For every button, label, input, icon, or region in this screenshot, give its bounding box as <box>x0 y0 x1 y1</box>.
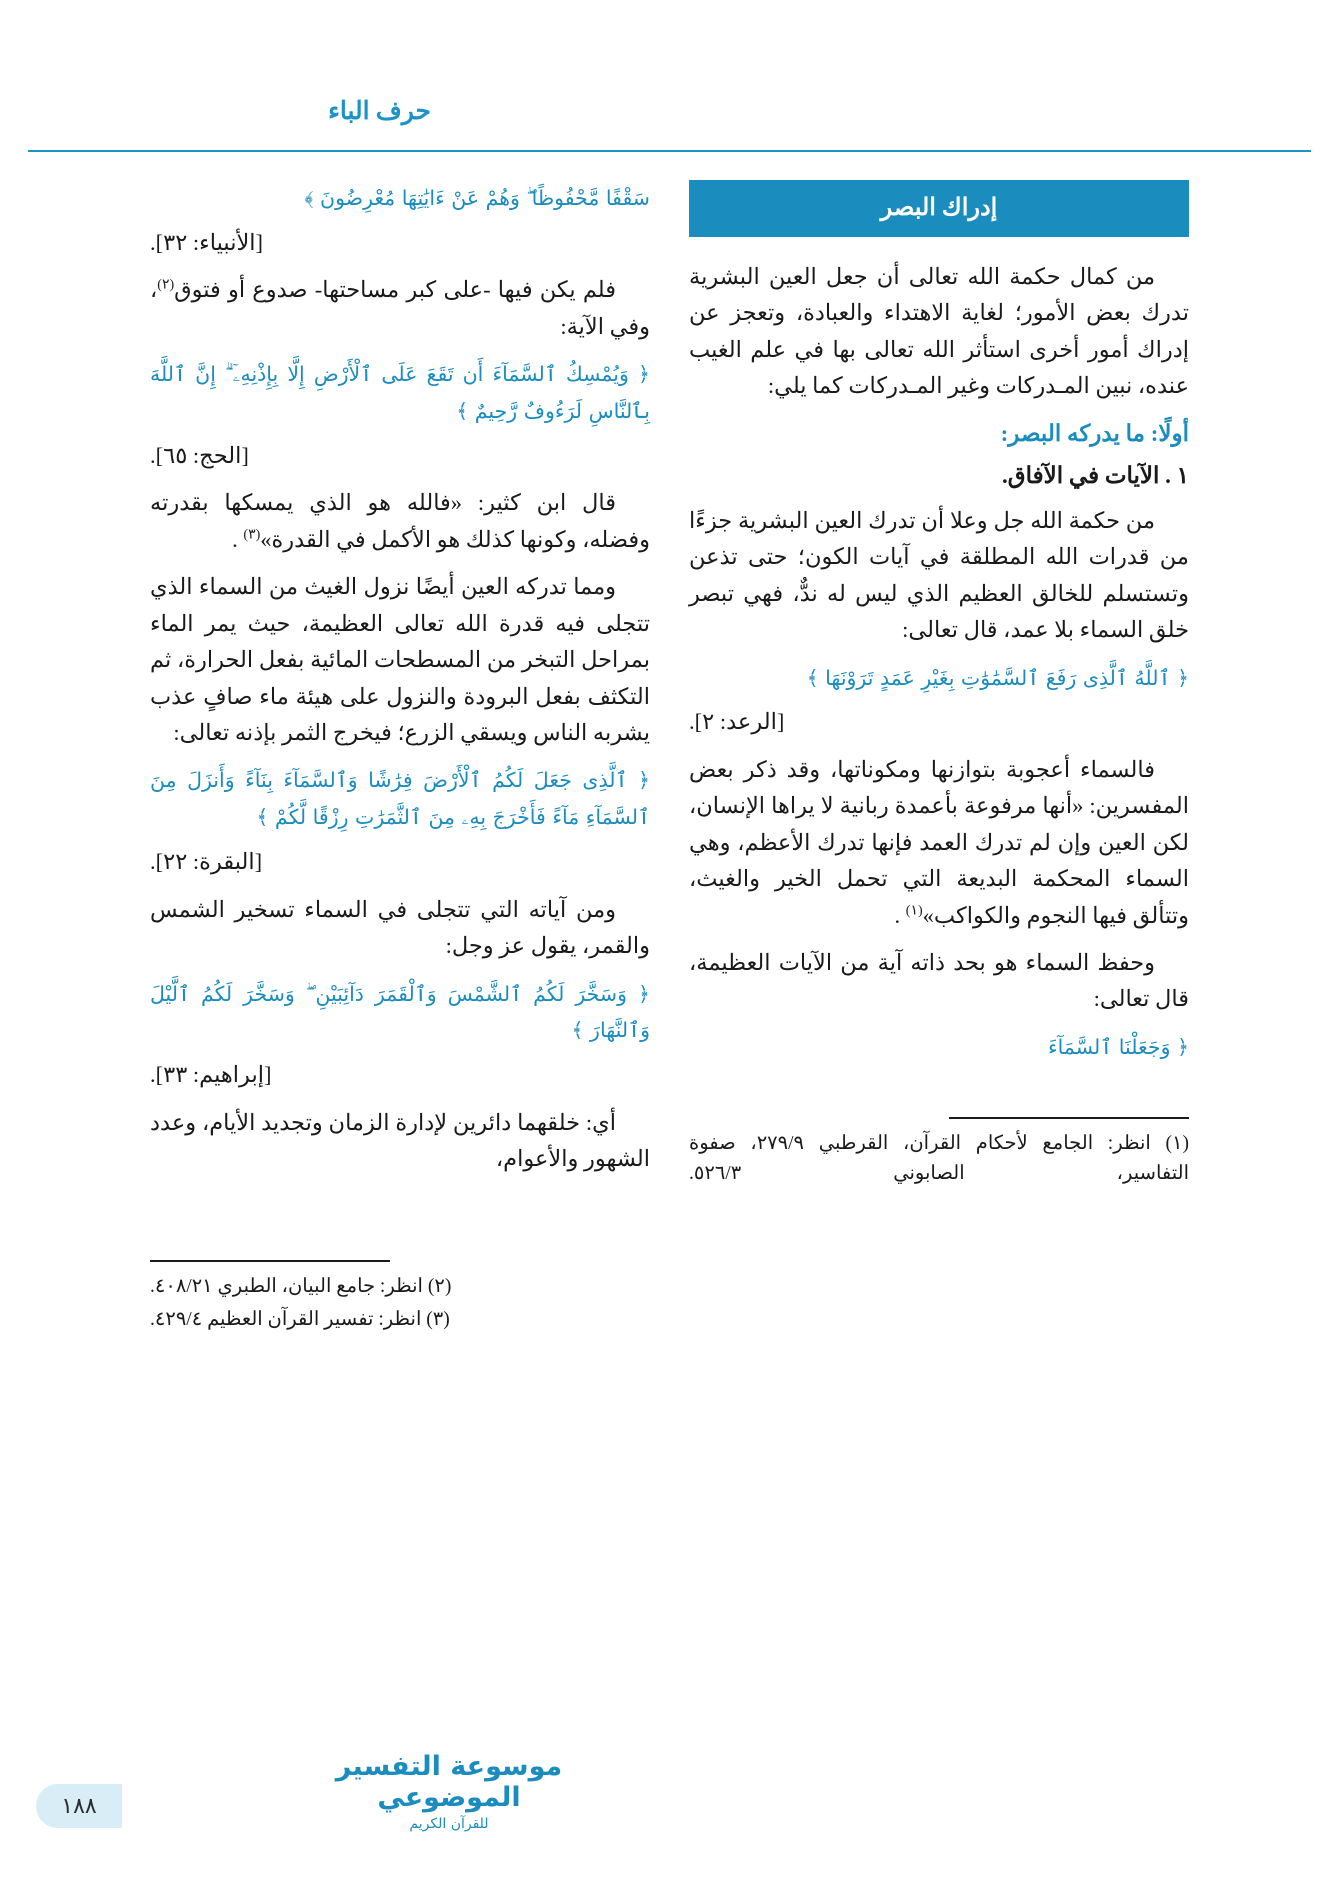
column-right <box>689 180 1189 1184</box>
footnote-left-1: (٢) انظر: جامع البيان، الطبري ٤٠٨/٢١. <box>150 1276 452 1298</box>
header-divider <box>28 150 1311 152</box>
paragraph-ibn-kathir <box>150 485 650 558</box>
paragraph-rain-cycle: ومما تدركه العين أيضًا نزول الغيث من السماء الذي تتجلى فيه قدرة الله تعالى العظيمة، حيث يمر الماء بمراحل التبخر من المسطحات المائية بفعل الحرارة، ثم التكثف بفعل البرودة والنزول على هيئة ماء صافٍ عذب يشربه الناس ويسقي الزرع؛ فيخرج الثمر بإذنه تعالى: <box>150 574 650 746</box>
quran-verse-sky: ﴿ وَجَعَلْنَا ٱلسَّمَآءَ <box>1047 1034 1189 1059</box>
publisher-logo-main: موسوعة التفسير الموضوعي <box>335 1751 563 1813</box>
paragraph-ibn-kathir-text: قال ابن كثير: «فالله هو الذي يمسكها بقدرته وفضله، وكونها كذلك هو الأكمل في القدرة» <box>150 490 650 552</box>
quran-verse-al-anbiya: سَقْفًا مَّحْفُوظًا ۖ وَهُمْ عَنْ ءَايَٰتِهَا مُعْرِضُونَ ﴾ <box>304 186 650 210</box>
page-number-badge: ١٨٨ <box>36 1784 122 1828</box>
footnotes-right <box>689 1117 1189 1192</box>
quran-verse-al-hajj-text: ﴿ وَيُمْسِكُ ٱلسَّمَآءَ أَن تَقَعَ عَلَى ٱلْأَرْضِ إِلَّا بِإِذْنِهِۦٓ ۗ إِنَّ ٱللَّهَ بِٱلنَّاسِ لَرَءُوفٌ رَّحِيمٌ ﴾ <box>150 362 650 424</box>
heading-first-topic: أولًا: ما يدركه البصر: <box>1000 420 1189 446</box>
paragraph-sky-wonder <box>689 752 1189 934</box>
footnote-marker-1: (١) <box>905 903 923 919</box>
paragraph-no-cracks <box>150 272 650 345</box>
footnote-right-1: (١) انظر: الجامع لأحكام القرآن، القرطبي ٢٧٩/٩، صفوة التفاسير، الصابوني ٥٢٦/٣. <box>689 1133 1189 1184</box>
footnote-left-2: (٣) انظر: تفسير القرآن العظيم ٤٢٩/٤. <box>150 1309 450 1331</box>
heading-item-1: ١ . الآيات في الآفاق. <box>1002 462 1189 488</box>
page-header-title: حرف الباء <box>328 98 431 125</box>
paragraph-ayat-afaq: من حكمة الله جل وعلا أن تدرك العين البشرية جزءًا من قدرات الله المطلقة في آيات الكون؛ حتى تذعن وتستسلم للخالق العظيم الذي ليس له ندٌّ، فهي تبصر خلق السماء بلا عمد، قال تعالى: <box>689 507 1189 643</box>
paragraph-sky-wonder-tail: . <box>894 902 906 928</box>
paragraph-intro: من كمال حكمة الله تعالى أن جعل العين البشرية تدرك بعض الأمور؛ لغاية الاهتداء والعبادة، وتعجز عن إدراك أمور أخرى استأثر الله تعالى بها في علم الغيب عنده، نبين المـدركات وغير المـدركات كما يلي: <box>689 264 1189 399</box>
reference-al-anbiya: [الأنبياء: ٣٢]. <box>150 229 264 255</box>
publisher-logo <box>319 1751 579 1832</box>
paragraph-sun-moon: ومن آياته التي تتجلى في السماء تسخير الشمس والقمر، يقول عز وجل: <box>150 896 650 959</box>
reference-al-baqara: [البقرة: ٢٢]. <box>150 849 263 875</box>
publisher-logo-sub: للقرآن الكريم <box>409 1816 489 1832</box>
quran-verse-ar-rad: ﴿ ٱللَّهُ ٱلَّذِى رَفَعَ ٱلسَّمَٰوَٰتِ بِغَيْرِ عَمَدٍ تَرَوْنَهَا ﴾ <box>806 665 1189 690</box>
paragraph-time-management: أي: خلقهما دائرين لإدارة الزمان وتجديد الأيام، وعدد الشهور والأعوام، <box>150 1109 650 1172</box>
page-header <box>28 96 1311 158</box>
paragraph-no-cracks-b: ، وفي الآية: <box>150 277 650 339</box>
footnote-divider-right <box>949 1117 1189 1119</box>
quran-verse-al-baqara: ﴿ ٱلَّذِى جَعَلَ لَكُمُ ٱلْأَرْضَ فِرَٰشًا وَٱلسَّمَآءَ بِنَآءً وَأَنزَلَ مِنَ ٱلسَّمَآءِ مَآءً فَأَخْرَجَ بِهِۦ مِنَ ٱلثَّمَرَٰتِ رِزْقًا لَّكُمْ ﴾ <box>150 768 650 830</box>
paragraph-ibn-kathir-tail: . <box>232 526 244 552</box>
footnote-marker-2: (٢) <box>157 277 175 293</box>
column-left <box>150 180 650 1331</box>
reference-al-hajj: [الحج: ٦٥]. <box>150 442 249 468</box>
quran-verse-al-hajj <box>150 356 650 430</box>
reference-ibrahim: [إبراهيم: ٣٣]. <box>150 1062 272 1088</box>
quran-verse-ibrahim: ﴿ وَسَخَّرَ لَكُمُ ٱلشَّمْسَ وَٱلْقَمَرَ دَآئِبَيْنِ ۖ وَسَخَّرَ لَكُمُ ٱلَّيْلَ وَٱلنَّهَارَ ﴾ <box>150 981 650 1043</box>
footnote-marker-3: (٣) <box>243 527 261 543</box>
paragraph-sky-wonder-text: فالسماء أعجوبة بتوازنها ومكوناتها، وقد ذكر بعض المفسرين: «أنها مرفوعة بأعمدة ربانية لا يراها الإنسان، لكن العين وإن لم تدرك العمد فإنها تدرك الأعظم، وهي السماء المحكمة البديعة التي تحمل الخير والغيث، وتتألق فيها النجوم والكواكب» <box>689 756 1189 928</box>
section-title-bar: إدراك البصر <box>689 180 1189 237</box>
paragraph-no-cracks-a: فلم يكن فيها -على كبر مساحتها- صدوع أو فتوق <box>174 277 616 303</box>
paragraph-sky-protection: وحفظ السماء هو بحد ذاته آية من الآيات العظيمة، قال تعالى: <box>689 950 1189 1012</box>
footnote-divider-left <box>150 1260 390 1262</box>
reference-ar-rad: [الرعد: ٢]. <box>689 709 785 735</box>
footnotes-left <box>150 1260 650 1339</box>
page-columns <box>150 180 1189 1600</box>
